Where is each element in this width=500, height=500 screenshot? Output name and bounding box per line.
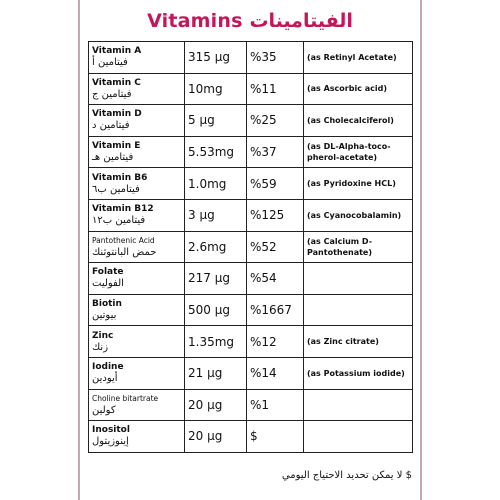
- nutrient-name-cell: [89, 199, 185, 231]
- source-cell: (as Pyridoxine HCL): [304, 168, 413, 200]
- source-cell: (as Calcium D-Pantothenate): [304, 231, 413, 263]
- amount-cell: 500 μg: [185, 294, 247, 326]
- nutrient-name-ar: زنك: [92, 341, 109, 353]
- nutrient-name-cell: [89, 42, 185, 74]
- nutrient-name-en: Vitamin A: [92, 46, 142, 57]
- nutrient-name-ar: فيتامين ب١٢: [92, 215, 146, 227]
- source-cell: (as Cholecalciferol): [304, 105, 413, 137]
- source-cell: [304, 389, 413, 421]
- source-cell: (as Zinc citrate): [304, 326, 413, 358]
- source-cell: (as Potassium iodide): [304, 357, 413, 389]
- nutrient-name-cell: [89, 105, 185, 137]
- source-cell: [304, 263, 413, 295]
- amount-cell: 217 μg: [185, 263, 247, 295]
- nutrient-name-cell: [89, 168, 185, 200]
- table-row: [89, 105, 413, 137]
- daily-value-cell: %35: [247, 42, 304, 74]
- source-cell: (as DL-Alpha-toco-pherol-acetate): [304, 136, 413, 168]
- table-row: [89, 357, 413, 389]
- nutrient-name-ar: فيتامين ب٦: [92, 183, 140, 195]
- amount-cell: 20 μg: [185, 421, 247, 453]
- table-row: [89, 199, 413, 231]
- daily-value-cell: %59: [247, 168, 304, 200]
- amount-cell: 315 μg: [185, 42, 247, 74]
- amount-cell: 21 μg: [185, 357, 247, 389]
- daily-value-cell: %37: [247, 136, 304, 168]
- nutrient-name-ar: بيوتين: [92, 310, 117, 322]
- nutrient-name-cell: [89, 421, 185, 453]
- amount-cell: 3 μg: [185, 199, 247, 231]
- source-cell: (as Ascorbic acid): [304, 73, 413, 105]
- source-cell: (as Retinyl Acetate): [304, 42, 413, 74]
- table-row: [89, 326, 413, 358]
- nutrient-name-ar: فيتامين ج: [92, 88, 132, 100]
- amount-cell: 20 μg: [185, 389, 247, 421]
- nutrient-name-ar: فيتامين هـ: [92, 152, 134, 164]
- nutrient-name-ar: حمض البانتوثنك: [92, 246, 157, 258]
- table-row: [89, 168, 413, 200]
- nutrient-name-en: Inositol: [92, 425, 130, 436]
- amount-cell: 5 μg: [185, 105, 247, 137]
- nutrient-name-cell: [89, 136, 185, 168]
- nutrient-name-en: Pantothenic Acid: [92, 235, 155, 245]
- table-row: [89, 136, 413, 168]
- daily-value-cell: %25: [247, 105, 304, 137]
- daily-value-cell: $: [247, 421, 304, 453]
- nutrient-name-ar: أيودين: [92, 373, 118, 385]
- nutrient-name-en: Zinc: [92, 330, 114, 341]
- table-row: [89, 73, 413, 105]
- amount-cell: 5.53mg: [185, 136, 247, 168]
- nutrient-name-cell: [89, 294, 185, 326]
- daily-value-cell: %11: [247, 73, 304, 105]
- daily-value-cell: %1: [247, 389, 304, 421]
- table-row: [89, 421, 413, 453]
- nutrient-name-ar: كولين: [92, 404, 116, 416]
- nutrient-name-cell: [89, 357, 185, 389]
- source-cell: [304, 294, 413, 326]
- table-row: [89, 294, 413, 326]
- nutrient-name-cell: [89, 73, 185, 105]
- source-cell: (as Cyanocobalamin): [304, 199, 413, 231]
- nutrient-name-en: Vitamin B6: [92, 172, 148, 183]
- card-left-edge: [78, 0, 80, 500]
- nutrient-name-en: Vitamin E: [92, 141, 141, 152]
- footnote: $ لا يمكن تحديد الاحتياج اليومي: [281, 470, 412, 481]
- daily-value-cell: %125: [247, 199, 304, 231]
- daily-value-cell: %12: [247, 326, 304, 358]
- nutrient-name-en: Choline bitartrate: [92, 393, 159, 403]
- nutrient-name-ar: الفوليت: [92, 278, 124, 290]
- amount-cell: 10mg: [185, 73, 247, 105]
- amount-cell: 1.35mg: [185, 326, 247, 358]
- daily-value-cell: %52: [247, 231, 304, 263]
- card-right-edge: [420, 0, 422, 500]
- table-row: [89, 389, 413, 421]
- nutrient-name-en: Biotin: [92, 299, 122, 310]
- amount-cell: 1.0mg: [185, 168, 247, 200]
- nutrient-name-ar: فيتامين د: [92, 120, 130, 132]
- source-cell: [304, 421, 413, 453]
- daily-value-cell: %1667: [247, 294, 304, 326]
- nutrient-name-cell: [89, 263, 185, 295]
- vitamins-table: [88, 41, 413, 453]
- nutrient-name-ar: فيتامين أ: [92, 57, 128, 69]
- nutrient-name-en: Vitamin C: [92, 77, 141, 88]
- table-row: [89, 263, 413, 295]
- daily-value-cell: %54: [247, 263, 304, 295]
- page-title: Vitamins الفيتامينات: [147, 10, 353, 32]
- nutrient-name-en: Folate: [92, 267, 124, 278]
- nutrient-name-en: Vitamin D: [92, 109, 142, 120]
- nutrient-name-cell: [89, 231, 185, 263]
- table-row: [89, 231, 413, 263]
- nutrient-name-cell: [89, 326, 185, 358]
- daily-value-cell: %14: [247, 357, 304, 389]
- amount-cell: 2.6mg: [185, 231, 247, 263]
- table-row: [89, 42, 413, 74]
- nutrient-name-en: Iodine: [92, 362, 124, 373]
- nutrient-name-cell: [89, 389, 185, 421]
- nutrient-name-ar: إينوزيتول: [92, 436, 129, 448]
- nutrient-name-en: Vitamin B12: [92, 204, 154, 215]
